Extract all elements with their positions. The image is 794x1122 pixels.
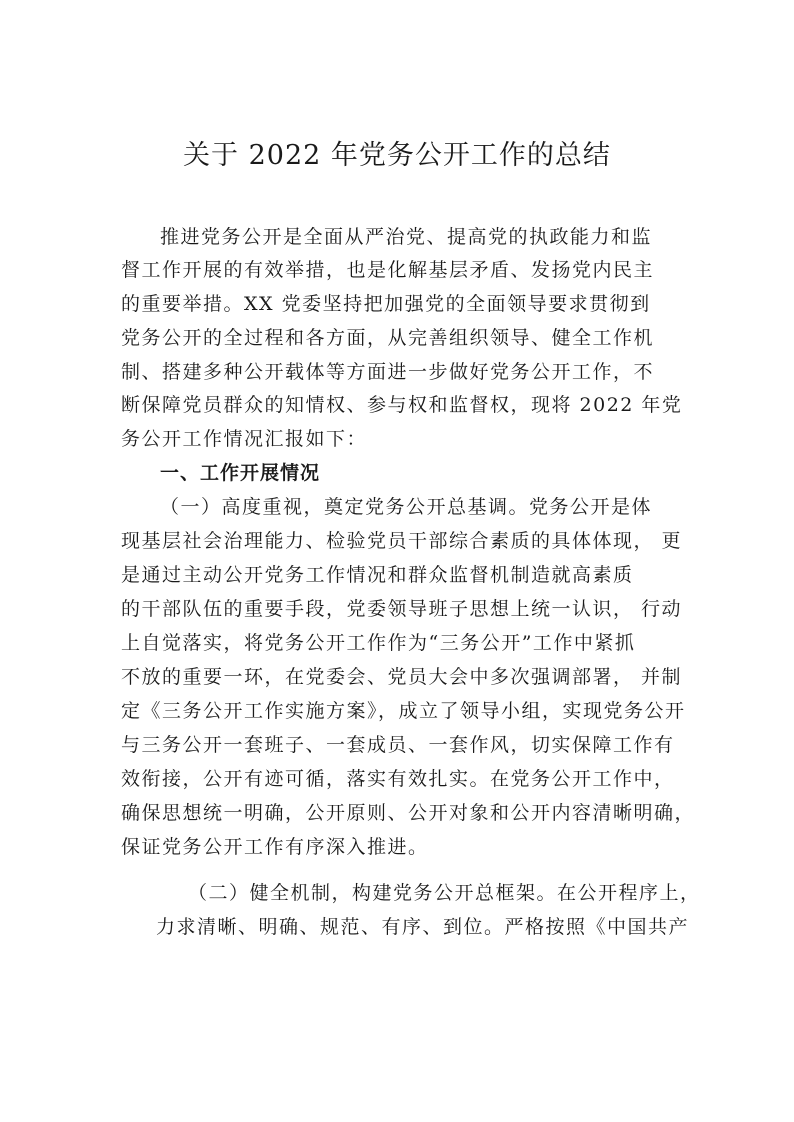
paragraph-line: 确保思想统一明确，公开原则、公开对象和公开内容清晰明确， [121,802,696,824]
paragraph-line: 力求清晰、明确、规范、有序、到位。严格按照《中国共产 [156,916,690,938]
paragraph-line: 保证党务公开工作有序深入推进。 [121,836,429,858]
paragraph-line: （二）健全机制，构建党务公开总框架。在公开程序上， [188,882,701,904]
document-title: 关于 2022 年党务公开工作的总结 [183,140,611,171]
section-heading: 一、工作开展情况 [160,462,321,484]
paragraph-line: 务公开工作情况汇报如下： [121,428,368,450]
paragraph-line: 与三务公开一套班子、一套成员、一套作风，切实保障工作有 [121,734,675,756]
paragraph-line: 断保障党员群众的知情权、参与权和监督权，现将 2022 年党 [121,394,683,416]
paragraph-line: 督工作开展的有效举措，也是化解基层矛盾、发扬党内民主 [121,259,655,281]
paragraph-line: 推进党务公开是全面从严治党、提高党的执政能力和监 [160,226,653,248]
paragraph-line: 的干部队伍的重要手段，党委领导班子思想上统一认识， 行动 [121,598,683,620]
paragraph-line: 现基层社会治理能力、检验党员干部综合素质的具体体现， 更 [121,530,683,552]
paragraph-line: 上自觉落实，将党务公开工作作为“三务公开”工作中紧抓 [121,632,636,654]
paragraph-line: 不放的重要一环，在党委会、党员大会中多次强调部署， 并制 [121,666,683,688]
paragraph-line: （一）高度重视，奠定党务公开总基调。党务公开是体 [160,496,653,518]
paragraph-line: 的重要举措。XX 党委坚持把加强党的全面领导要求贯彻到 [121,293,651,315]
paragraph-line: 是通过主动公开党务工作情况和群众监督机制造就高素质 [121,564,634,586]
paragraph-line: 效衔接，公开有迹可循，落实有效扎实。在党务公开工作中， [121,768,675,790]
paragraph-line: 定《三务公开工作实施方案》，成立了领导小组，实现党务公开 [121,700,686,722]
paragraph-line: 制、搭建多种公开载体等方面进一步做好党务公开工作，不 [121,361,655,383]
paragraph-line: 党务公开的全过程和各方面，从完善组织领导、健全工作机 [121,327,655,349]
